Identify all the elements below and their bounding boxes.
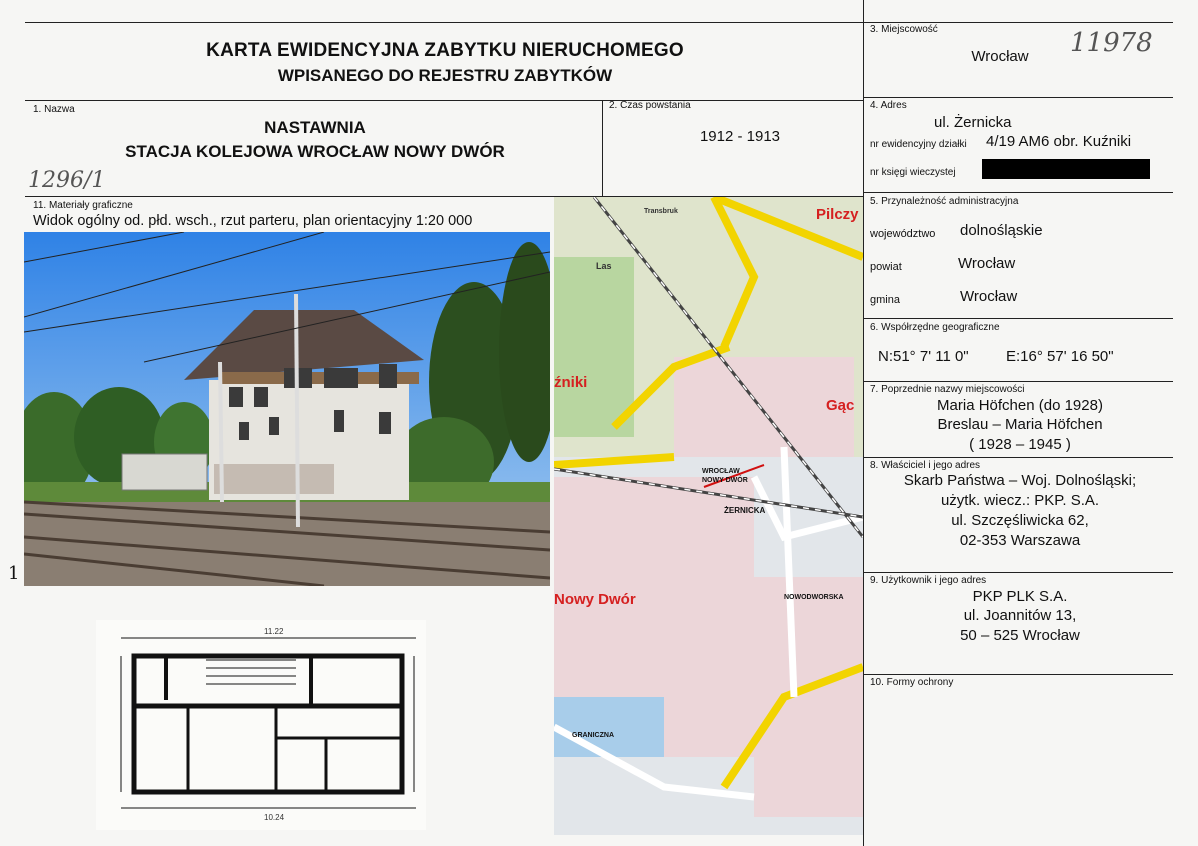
card-title-line2: WPISANEGO DO REJESTRU ZABYTKÓW: [277, 66, 613, 85]
rule-f4-bottom: [863, 192, 1173, 193]
f2-label: 2. Czas powstania: [609, 100, 691, 111]
map-label-zniki: źniki: [554, 374, 588, 391]
f1-label: 1. Nazwa: [33, 104, 75, 115]
f8-line4: 02-353 Warszawa: [959, 532, 1081, 549]
f8-line3: ul. Szczęśliwicka 62,: [951, 512, 1089, 529]
f10-label: 10. Formy ochrony: [870, 677, 954, 688]
rule-f6-bottom: [863, 381, 1173, 382]
f5-label: 5. Przynależność administracyjna: [870, 196, 1019, 207]
f3-value: Wrocław: [971, 48, 1029, 65]
rule-top: [25, 22, 1173, 23]
f11-label: 11. Materiały graficzne: [33, 200, 133, 211]
f11-description: Widok ogólny od. płd. wsch., rzut parteru, plan orientacyjny 1:20 000: [33, 213, 473, 229]
f7-line2: Breslau – Maria Höfchen: [937, 416, 1103, 433]
map-label-gad: Gąc: [826, 397, 855, 414]
map-label-pilczyce: Pilczy: [816, 206, 859, 223]
map-label-nowodworska: NOWODWORSKA: [784, 594, 844, 601]
card-title-line1: KARTA EWIDENCYJNA ZABYTKU NIERUCHOMEGO: [206, 40, 684, 61]
f5-voivodeship-value: dolnośląskie: [960, 222, 1043, 239]
plan-dim-bottom: 10.24: [264, 813, 285, 822]
map-label-transbruk: Transbruk: [644, 208, 678, 215]
f5-municipality-value: Wrocław: [960, 288, 1018, 305]
f1-name-line2: STACJA KOLEJOWA WROCŁAW NOWY DWÓR: [125, 142, 505, 161]
f4-street: ul. Żernicka: [934, 114, 1012, 131]
floor-plan-drawing: [96, 620, 426, 830]
rule-f3-bottom: [863, 97, 1173, 98]
f3-label: 3. Miejscowość: [870, 24, 938, 35]
f5-voivodeship-label: województwo: [870, 228, 936, 240]
f6-longitude: E:16° 57' 16 50": [1006, 348, 1114, 365]
map-label-las: Las: [596, 261, 612, 271]
f1-name-line1: NASTAWNIA: [264, 118, 366, 137]
f4-plot-value: 4/19 AM6 obr. Kuźniki: [986, 133, 1132, 150]
f9-label: 9. Użytkownik i jego adres: [870, 575, 987, 586]
f4-book-label: nr księgi wieczystej: [870, 167, 956, 178]
f9-line2: ul. Joannitów 13,: [963, 607, 1077, 624]
f5-county-value: Wrocław: [958, 255, 1016, 272]
f1-handwritten-number: 1296/1: [28, 168, 106, 193]
rule-f9-bottom: [863, 674, 1173, 675]
map-label-station-2: NOWY DWÓR: [702, 477, 748, 484]
f9-line3: 50 – 525 Wrocław: [960, 627, 1080, 644]
f3-handwritten-number: 11978: [1070, 28, 1153, 58]
f6-latitude: N:51° 7' 11 0": [878, 348, 969, 365]
f7-label: 7. Poprzednie nazwy miejscowości: [870, 384, 1025, 395]
plan-dim-top: 11.22: [264, 627, 284, 636]
f5-county-label: powiat: [870, 261, 902, 273]
map-label-zernicka: ŻERNICKA: [724, 506, 766, 515]
map-label-station: WROCŁAW: [702, 468, 740, 475]
f9-line1: PKP PLK S.A.: [972, 588, 1068, 605]
f4-plot-label: nr ewidencyjny działki: [870, 139, 967, 150]
f2-value: 1912 - 1913: [699, 128, 781, 145]
orientation-map: [554, 197, 863, 835]
signal-box-photo: [24, 232, 550, 586]
f8-line2: użytk. wiecz.: PKP. S.A.: [940, 492, 1100, 509]
f7-line3: ( 1928 – 1945 ): [969, 436, 1071, 453]
f8-line1: Skarb Państwa – Woj. Dolnośląski;: [903, 472, 1137, 489]
f5-municipality-label: gmina: [870, 294, 900, 306]
f6-label: 6. Współrzędne geograficzne: [870, 322, 1000, 333]
map-label-nowy-dwor: Nowy Dwór: [554, 591, 636, 608]
map-label-graniczna: GRANICZNA: [572, 732, 614, 739]
f4-label: 4. Adres: [870, 100, 907, 111]
rule-f8-bottom: [863, 572, 1173, 573]
rule-header-bottom: [25, 100, 863, 101]
f7-line1: Maria Höfchen (do 1928): [937, 397, 1103, 414]
f4-book-value-redaction: [982, 159, 1150, 179]
rule-f5-bottom: [863, 318, 1173, 319]
f8-label: 8. Właściciel i jego adres: [870, 460, 981, 471]
rule-right-column: [863, 0, 864, 846]
f11-page-mark: 1: [8, 563, 20, 584]
rule-f7-bottom: [863, 457, 1173, 458]
